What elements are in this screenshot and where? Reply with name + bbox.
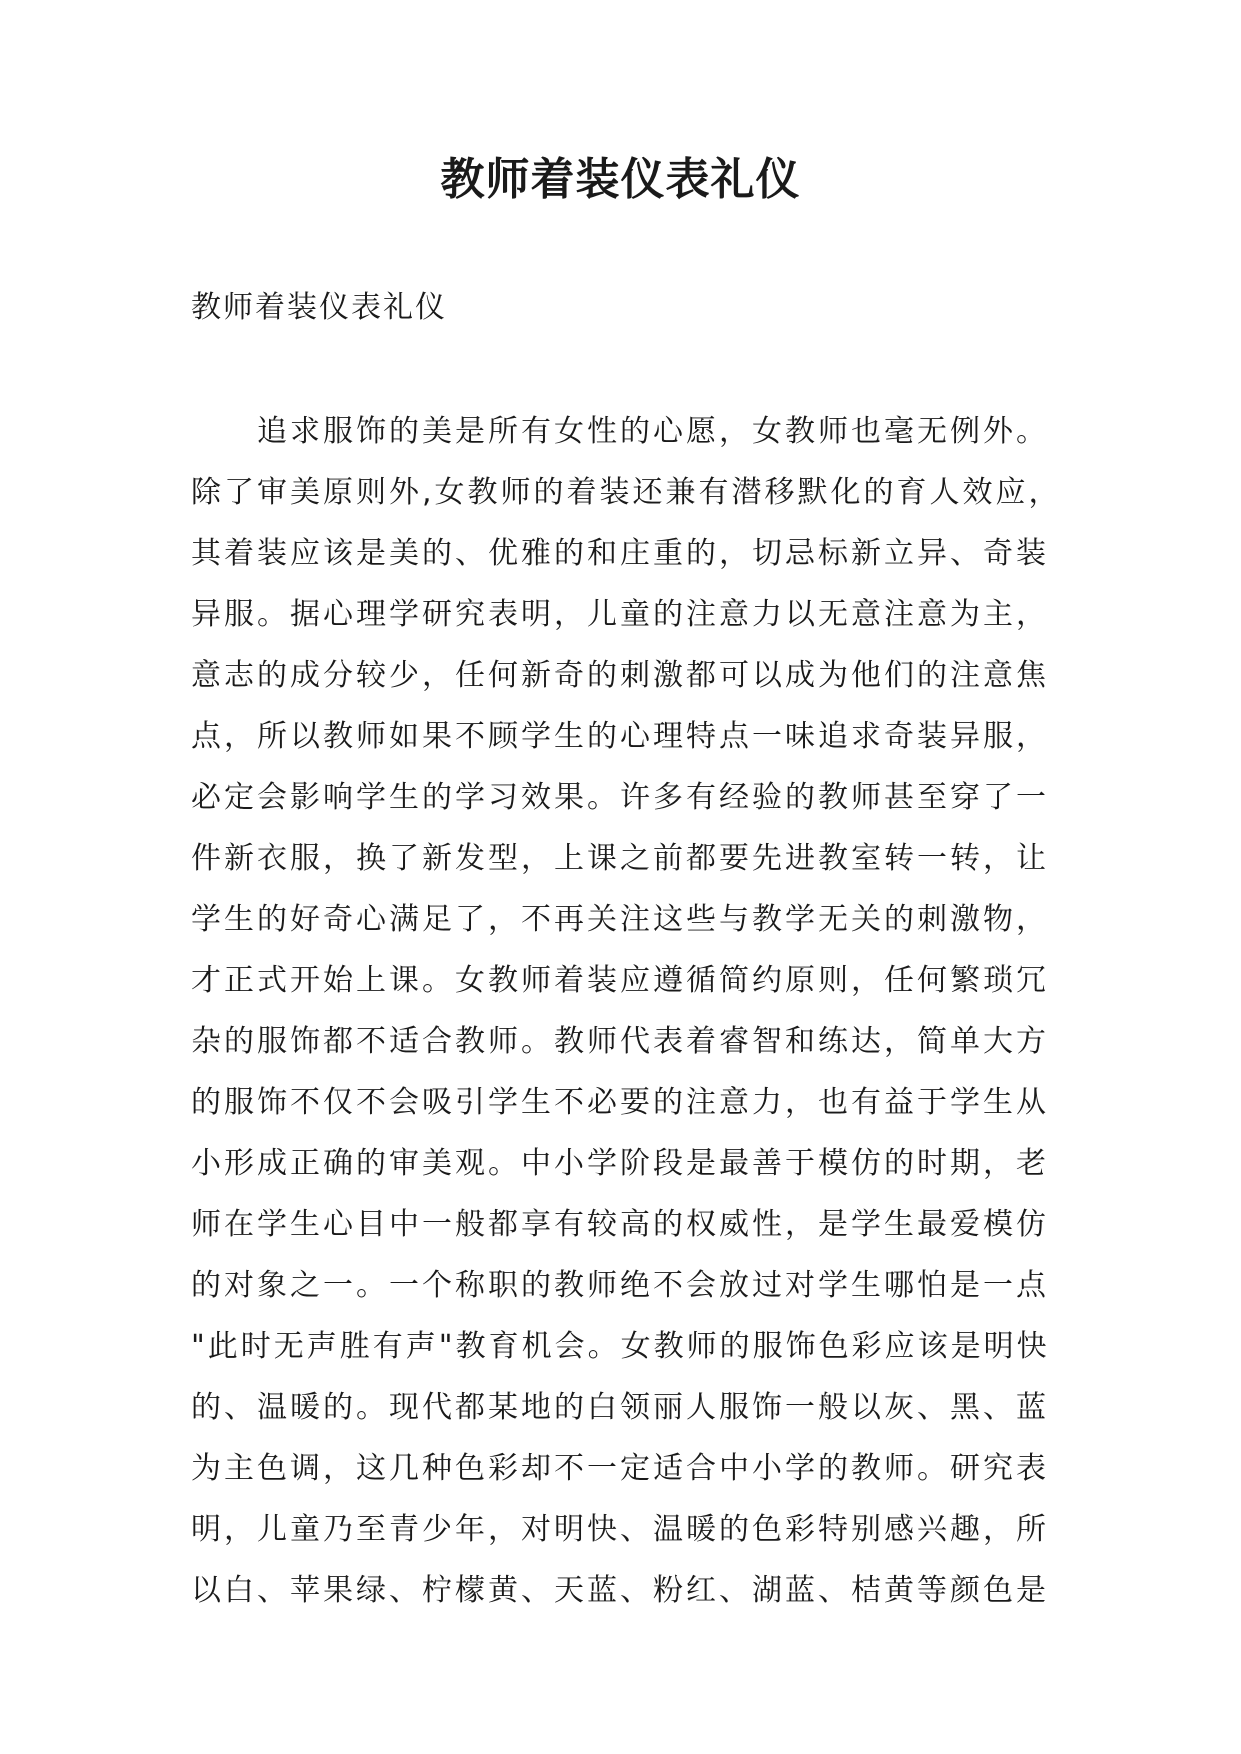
body-line: 追求服饰的美是所有女性的心愿，女教师也毫无例外。 (257, 414, 1049, 449)
body-line: 为主色调，这几种色彩却不一定适合中小学的教师。研究表 (191, 1451, 1049, 1486)
document-title: 教师着装仪表礼仪 (440, 154, 801, 205)
body-line: 件新衣服，换了新发型，上课之前都要先进教室转一转，让 (191, 841, 1049, 876)
body-line: 的对象之一。一个称职的教师绝不会放过对学生哪怕是一点 (191, 1268, 1049, 1303)
body-line: 其着装应该是美的、优雅的和庄重的，切忌标新立异、奇装 (191, 536, 1049, 571)
body-line: 的服饰不仅不会吸引学生不必要的注意力，也有益于学生从 (191, 1085, 1049, 1120)
body-line: 的、温暖的。现代都某地的白领丽人服饰一般以灰、黑、蓝 (191, 1390, 1049, 1425)
body-line: 明，儿童乃至青少年，对明快、温暖的色彩特别感兴趣，所 (191, 1512, 1049, 1547)
document-subtitle: 教师着装仪表礼仪 (191, 290, 447, 325)
body-line: 杂的服饰都不适合教师。教师代表着睿智和练达，简单大方 (191, 1024, 1049, 1059)
body-line: 师在学生心目中一般都享有较高的权威性，是学生最爱模仿 (191, 1207, 1049, 1242)
document-body (191, 410, 1071, 1630)
body-line: 意志的成分较少，任何新奇的刺激都可以成为他们的注意焦 (191, 658, 1049, 693)
body-line: 小形成正确的审美观。中小学阶段是最善于模仿的时期，老 (191, 1146, 1049, 1181)
body-line: 必定会影响学生的学习效果。许多有经验的教师甚至穿了一 (191, 780, 1049, 815)
body-line: 除了审美原则外,女教师的着装还兼有潜移默化的育人效应， (191, 475, 1062, 510)
body-line: 异服。据心理学研究表明，儿童的注意力以无意注意为主， (191, 597, 1049, 632)
body-line: "此时无声胜有声"教育机会。女教师的服饰色彩应该是明快 (191, 1329, 1050, 1364)
body-line: 学生的好奇心满足了，不再关注这些与教学无关的刺激物， (191, 902, 1049, 937)
body-line: 才正式开始上课。女教师着装应遵循简约原则，任何繁琐冗 (191, 963, 1049, 998)
body-line: 以白、苹果绿、柠檬黄、天蓝、粉红、湖蓝、桔黄等颜色是 (191, 1573, 1049, 1608)
body-line: 点，所以教师如果不顾学生的心理特点一味追求奇装异服， (191, 719, 1049, 754)
